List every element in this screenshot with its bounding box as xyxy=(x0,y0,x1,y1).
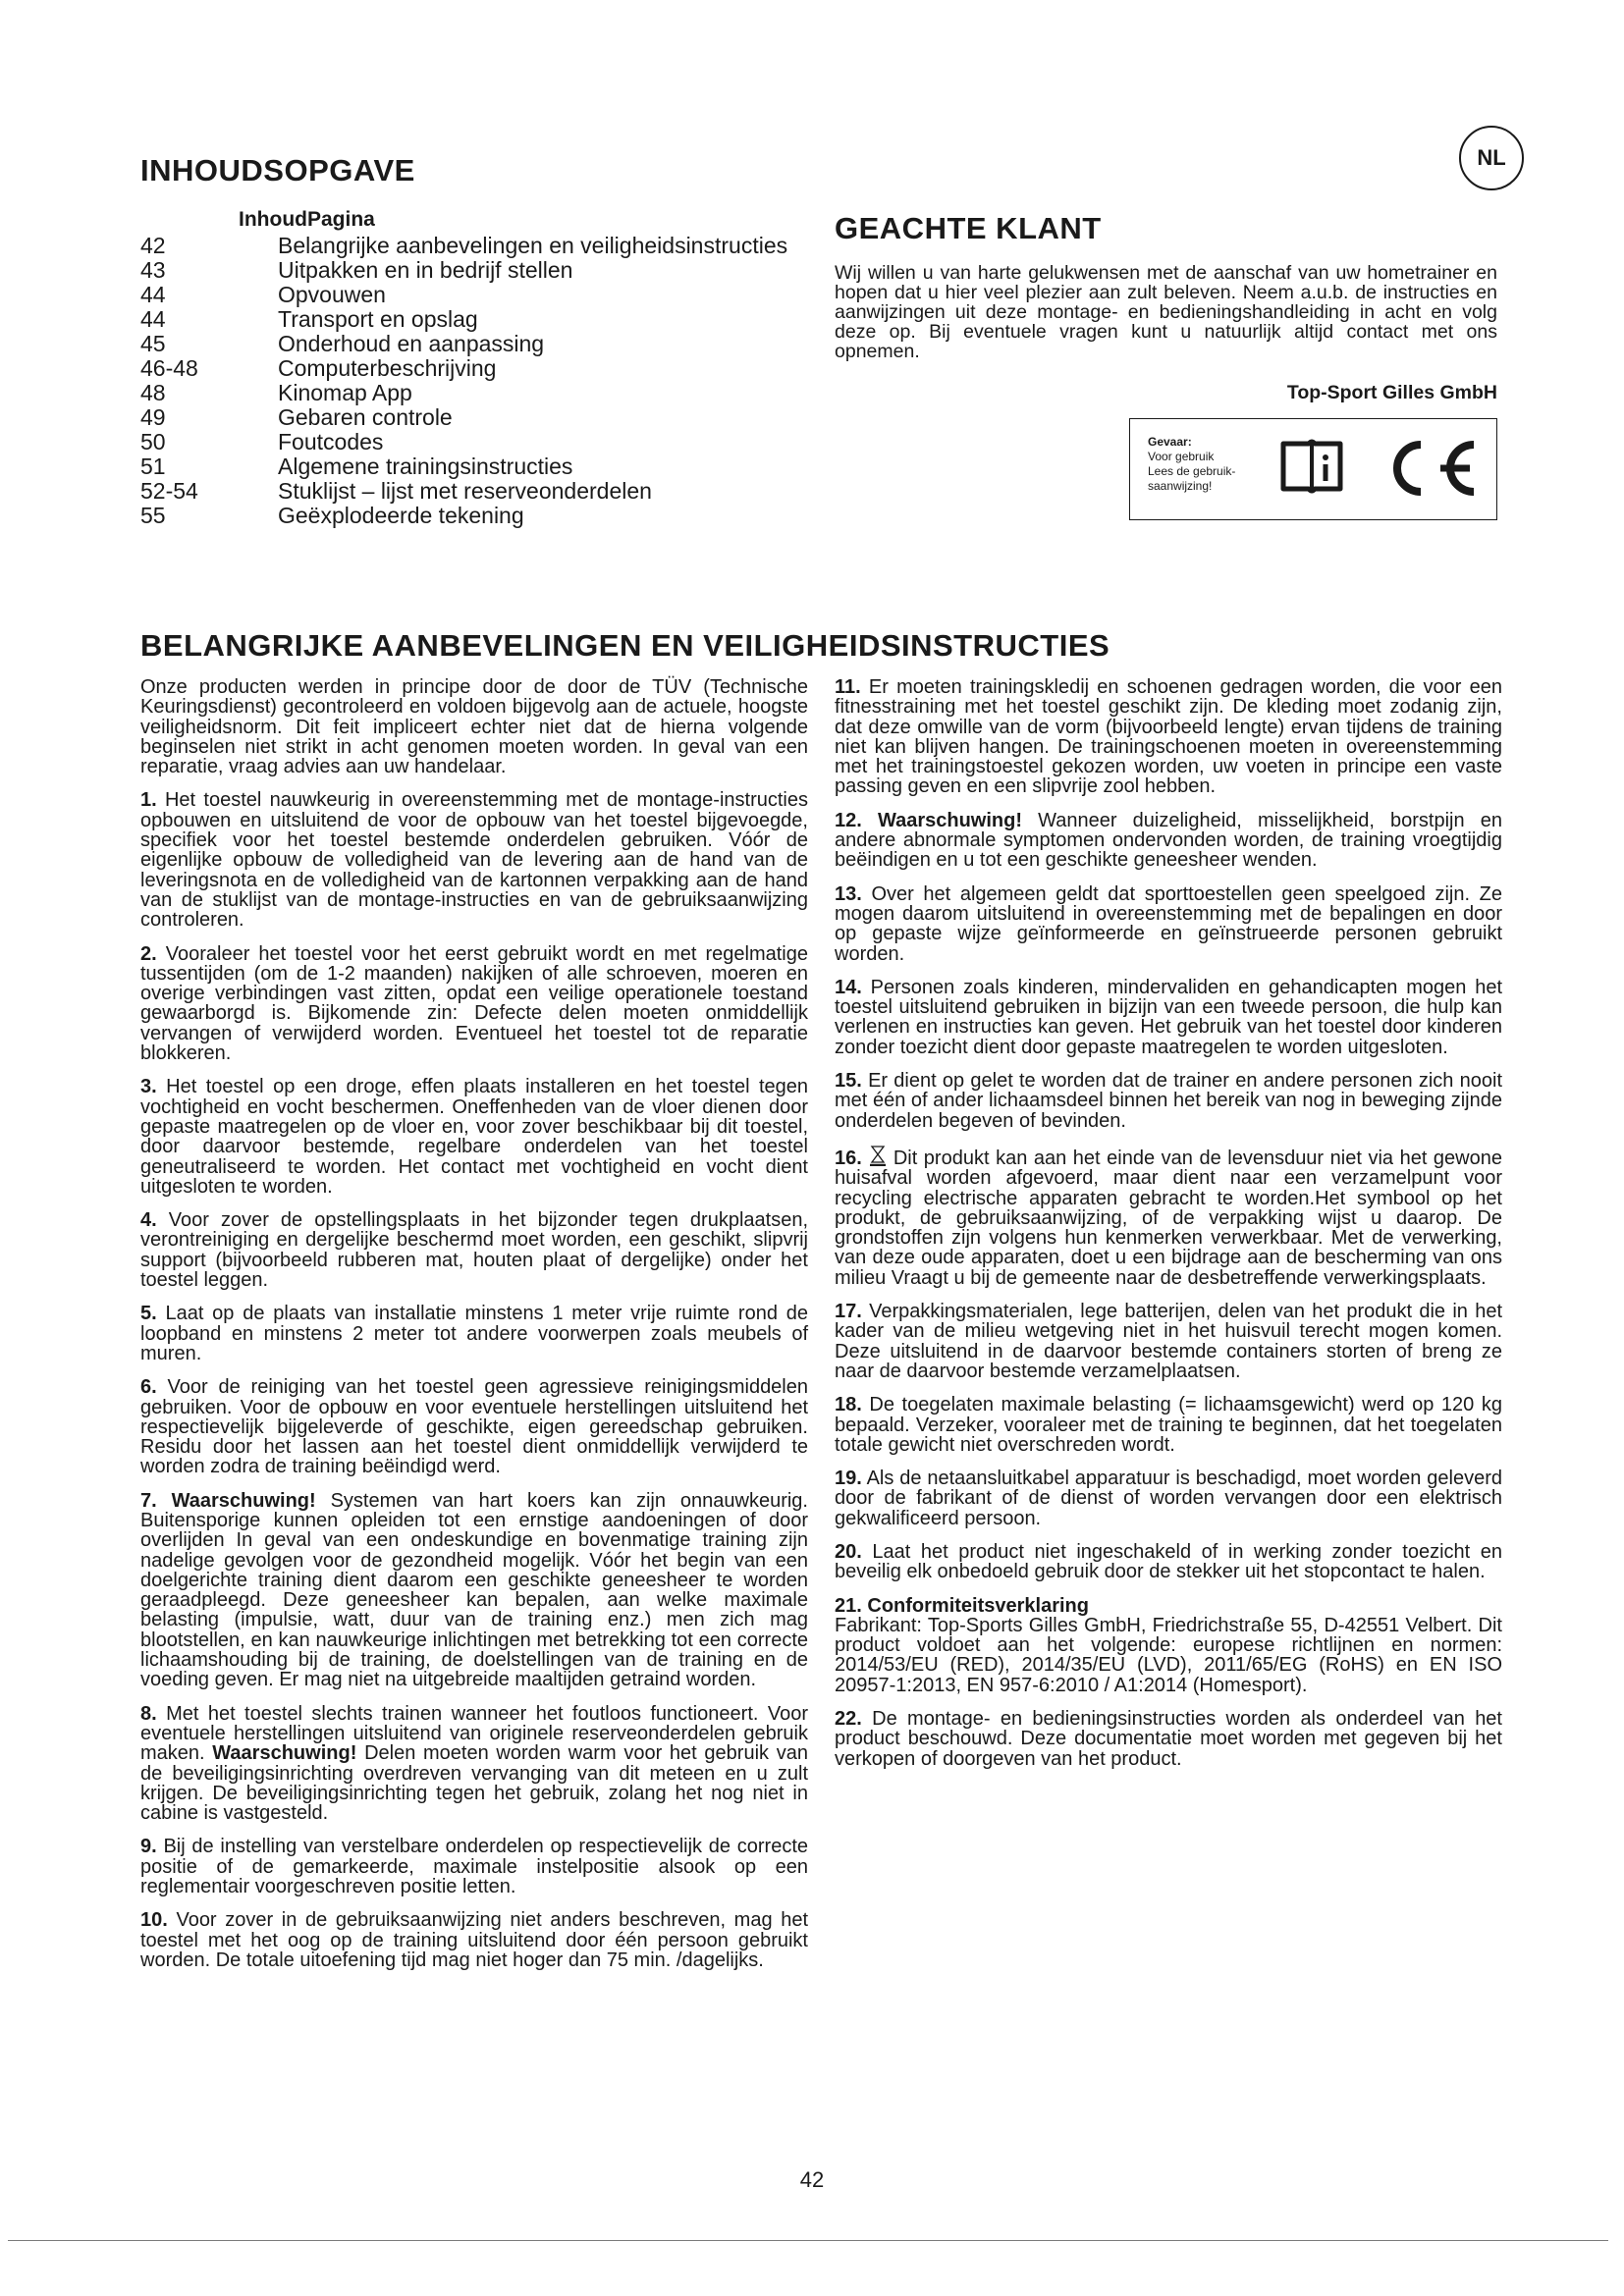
toc-page-number: 52-54 xyxy=(140,478,198,504)
klant-signature: Top-Sport Gilles GmbH xyxy=(1286,382,1497,403)
toc-row xyxy=(140,258,847,283)
table-of-contents xyxy=(140,208,847,528)
toc-rows xyxy=(140,234,847,528)
toc-row xyxy=(140,405,847,430)
instruction-4: 4. Voor zover de opstellingsplaats in het bijzonder tegen drukplaatsen, verontreiniging en dergelijke beschermd moet worden, een geschikt, slipvrij support (bijvoorbeeld rubberen mat, houten plaat of dergelijke) onder het toestel leggen. xyxy=(140,1209,808,1292)
intro-text: Onze producten werden in principe door de door de TÜV (Technische Keuringsdienst) gecontroleerd en voldoen bijgevolg aan de actuele, hoogste veiligheidsnorm. Dit feit impliceert echter niet dat de hierna volgende beginselen niet strikt in acht genomen moeten worden. In geval van een reparatie, vraag advies aan uw handelaar. xyxy=(140,676,808,778)
warning-line-3: saanwijzing! xyxy=(1148,479,1213,493)
toc-page-number: 42 xyxy=(140,233,166,258)
instruction-21-title: Conformiteitsverklaring xyxy=(867,1594,1089,1617)
warning-text xyxy=(1148,435,1235,494)
ce-mark-icon xyxy=(1376,431,1484,506)
toc-title: Kinomap App xyxy=(278,380,412,405)
instruction-10-text: Voor zover in de gebruiksaanwijzing niet anders beschreven, mag het toestel met het oog op de training uitsluitend door één persoon gebruikt worden. De totale uitoefening tijd mag niet hoger dan 75 min. /dagelijks. xyxy=(140,1909,809,1971)
instruction-18: 18. De toegelaten maximale belasting (= lichaamsgewicht) werd op 120 kg bepaald. Verzeker, vooraleer met de training te beginnen, dat het toegelaten totale gewicht niet overschreden wordt. xyxy=(835,1394,1502,1456)
toc-row xyxy=(140,454,847,479)
instruction-12: 12. Waarschuwing! Wanneer duizeligheid, misselijkheid, borstpijn en andere abnormale symptomen ondervonden worden, de training vroegtijdig beëindigen en u tot een geschikte geneesheer wenden. xyxy=(835,809,1502,872)
instruction-11-text: Er moeten trainingskledij en schoenen gedragen worden, die voor een fitnesstraining met het toestel geschikt zijn. De kleding moet zodanig zijn, dat deze omwille van de vorm (bijvoorbeeld lengte) ervan tijdens de training niet kan blijven hangen. De trainingschoenen moeten in overeenstemming met het trainingstoestel gekozen worden, uw voeten in principe een vaste passing geven en een slipvrije zool hebben. xyxy=(835,676,1503,798)
toc-title: Computerbeschrijving xyxy=(278,355,497,381)
instruction-20: 20. Laat het product niet ingeschakeld of in werking zonder toezicht en beveilig elk onbedoeld gebruik door de stekker uit het stopcontact te halen. xyxy=(835,1540,1503,1583)
instruction-21-text: Fabrikant: Top-Sports Gilles GmbH, Friedrichstraße 55, D-42551 Velbert. Dit product voldoet aan het volgende: europese richtlijnen en normen: 2014/53/EU (RED), 2014/35/EU (LVD), 2011/65/EG (RoHS) en EN ISO 20957-1:2013, EN 957-6:2010 / A1:2014 (Homesport). xyxy=(835,1614,1502,1696)
instruction-6: 6. Voor de reiniging van het toestel geen agressieve reinigingsmiddelen gebruiken. Voor de opbouw en voor eventuele herstellingen uitsluitend het respectievelijk bijgeleverde of geschikte, eigen gereedschap gebruiken. Residu door het lassen aan het toestel dient onmiddellijk verwijderd te worden zodra de training beëindigd werd. xyxy=(140,1376,808,1478)
safety-heading: BELANGRIJKE AANBEVELINGEN EN VEILIGHEIDSINSTRUCTIES xyxy=(140,628,1110,663)
toc-page-number: 44 xyxy=(140,282,166,307)
instruction-15: 15. Er dient op gelet te worden dat de trainer en andere personen zich nooit met één of ander lichaamsdeel binnen het bereik van nog in beweging zijnde onderdelen begeven of bevinden. xyxy=(835,1070,1503,1132)
instruction-22: 22. De montage- en bedieningsinstructies worden als onderdeel van het product beschouwd. Deze documentatie moet worden met gegeven bij het verkopen of doorgeven van het product. xyxy=(835,1708,1502,1770)
warning-line-2: Lees de gebruik- xyxy=(1148,464,1236,478)
page-number: 42 xyxy=(799,2167,825,2192)
instruction-1: 1. Het toestel nauwkeurig in overeenstemming met de montage-instructies opbouwen en uitsluitend de voor de opbouw van het toestel bijgevoegde, specifiek voor het toestel bestemde onderdelen gebruiken. Vóór de eigenlijke opbouw de volledigheid van de levering aan de hand van de leveringsnota en de volledigheid van de kartonnen verpakking aan de hand van de stuklijst van de montage-instructies en van de gebruiksaanwijzing controleren. xyxy=(140,789,808,932)
intro-paragraph xyxy=(140,677,808,776)
toc-column-header: InhoudPagina xyxy=(239,208,375,231)
weee-bin-icon xyxy=(868,1145,888,1166)
toc-row xyxy=(140,430,847,454)
instruction-6-text: Voor de reiniging van het toestel geen agressieve reinigingsmiddelen gebruiken. Voor de opbouw en voor eventuele herstellingen uitsluitend het respectievelijk bijgeleverde of geschikte, eigen gereedschap gebruiken. Residu door het lassen aan het toestel dient onmiddellijk verwijderd te worden zodra de training beëindigd werd. xyxy=(140,1376,808,1478)
warning-box xyxy=(1129,418,1497,520)
klant-text: Wij willen u van harte gelukwensen met de aanschaf van uw hometrainer en hopen dat u hier veel plezier aan zult beleven. Neem a.u.b. de instructies en aanwijzingen uit deze montage- en bedieningshandleiding in acht en volg deze op. Bij eventuele vragen kunt u natuurlijk altijd contact met ons opnemen. xyxy=(835,262,1497,362)
toc-heading: INHOUDSOPGAVE xyxy=(140,153,415,187)
instruction-22-text: De montage- en bedieningsinstructies worden als onderdeel van het product beschouwd. Deze documentatie moet worden met gegeven bij het verkopen of doorgeven van het product. xyxy=(835,1708,1502,1770)
instruction-7-warning: Waarschuwing! xyxy=(171,1489,316,1512)
instruction-21: 21. Conformiteitsverklaring Fabrikant: Top-Sports Gilles GmbH, Friedrichstraße 55, D-42551 Velbert. Dit product voldoet aan het volgende: europese richtlijnen en normen: 2014/53/EU (RED), 2014/35/EU (LVD), 2011/65/EG (RoHS) en EN ISO 20957-1:2013, EN 957-6:2010 / A1:2014 (Homesport). xyxy=(835,1594,1502,1696)
toc-title: Uitpakken en in bedrijf stellen xyxy=(278,257,573,283)
warning-line-1: Voor gebruik xyxy=(1148,450,1215,463)
toc-page-number: 50 xyxy=(140,429,166,454)
toc-title: Foutcodes xyxy=(278,429,384,454)
toc-title: Belangrijke aanbevelingen en veiligheidsinstructies xyxy=(278,233,788,258)
instruction-11: 11. Er moeten trainingskledij en schoenen gedragen worden, die voor een fitnesstraining met het toestel geschikt zijn. De kleding moet zodanig zijn, dat deze omwille van de vorm (bijvoorbeeld lengte) ervan tijdens de training niet kan blijven hangen. De trainingschoenen moeten in overeenstemming met het trainingstoestel gekozen worden, uw voeten in principe een vaste passing geven en een slipvrije zool hebben. xyxy=(835,676,1503,798)
toc-page-number: 45 xyxy=(140,331,166,356)
footer-divider xyxy=(8,2240,1608,2241)
instruction-13-text: Over het algemeen geldt dat sporttoestellen geen speelgoed zijn. Ze mogen daarom uitsluitend in overeenstemming met de bepalingen en door op gepaste wijze geïnformeerde en geïnstrueerde personen gebruikt worden. xyxy=(835,882,1502,965)
instruction-7: 7. Waarschuwing! Systemen van hart koers kan zijn onnauwkeurig. Buitensporige kunnen opleiden tot een ernstige aandoeningen of door overlijden In geval van een ondeskundige en bovenmatige training zijn nadelige gevolgen voor de gezondheid mogelijk. Vóór het begin van een doelgerichte training dient daarom een geschikte geneesheer te worden geraadpleegd. Deze geneesheer kan bepalen, aan welke maximale belasting (impulsie, watt, duur van de training enz.) men zich mag blootstellen, en kan nauwkeurige inlichtingen met betrekking tot een correcte lichaamshouding bij de training, de doelstellingen van de training en de voeding geven. Er mag niet na uitgebreide maaltijden getraind worden. xyxy=(140,1489,808,1691)
instruction-8: 8. Met het toestel slechts trainen wanneer het foutloos functioneert. Voor eventuele herstellingen uitsluitend van originele reserveonderdelen gebruik maken. Waarschuwing! Delen moeten worden warm voor het gebruik van de beveiligingsinrichting overdreven vervanging van dit meteen en u zult krijgen. De beveiligingsinrichting tegen het gebruik, zolang het nog niet in cabine is vastgesteld. xyxy=(140,1702,808,1825)
toc-row xyxy=(140,381,847,405)
toc-page-number: 51 xyxy=(140,454,166,479)
instruction-10: 10. Voor zover in de gebruiksaanwijzing niet anders beschreven, mag het toestel met het oog op de training uitsluitend door één persoon gebruikt worden. De totale uitoefening tijd mag niet hoger dan 75 min. /dagelijks. xyxy=(140,1909,809,1971)
left-column xyxy=(140,677,808,1984)
instruction-8-text-b: Delen moeten worden warm voor het gebruik van de beveiligingsinrichting overdreven vervanging van dit meteen en u zult krijgen. De beveiligingsinrichting tegen het gebruik, zolang het nog niet in cabine is vastgesteld. xyxy=(140,1742,808,1825)
instruction-14: 14. Personen zoals kinderen, mindervaliden en gehandicapten mogen het toestel uitsluitend gebruiken in bijzijn van een tweede persoon, die hulp kan verlenen en instructies kan geven. Het gebruik van het toestel door kinderen zonder toezicht dient door gepaste maatregelen te worden uitgesloten. xyxy=(835,976,1503,1058)
toc-page-number: 46-48 xyxy=(140,355,198,381)
instruction-3: 3. Het toestel op een droge, effen plaats installeren en het toestel tegen vochtigheid en vocht beschermen. Oneffenheden van de vloer dienen door gepaste maatregelen op de vloer en, voor zover beschikbaar bij dit toestel, door daarvoor bestemde, regelbare onderdelen van het toestel geneutraliseerd te worden. Het contact met vochtigheid en vocht dient uitgesloten te worden. xyxy=(140,1076,809,1198)
toc-title: Onderhoud en aanpassing xyxy=(278,331,545,356)
toc-row xyxy=(140,283,847,307)
toc-title: Algemene trainingsinstructies xyxy=(278,454,573,479)
toc-page-number: 48 xyxy=(140,380,166,405)
instruction-20-text: Laat het product niet ingeschakeld of in werking zonder toezicht en beveilig elk onbedoeld gebruik door de stekker uit het stopcontact te halen. xyxy=(835,1540,1503,1583)
instruction-5: 5. Laat op de plaats van installatie minstens 1 meter vrije ruimte rond de loopband en minstens 2 meter tot andere voorwerpen zoals meubels of muren. xyxy=(140,1303,808,1364)
instruction-1-text: Het toestel nauwkeurig in overeenstemming met de montage-instructies opbouwen en uitsluitend de voor de opbouw van het toestel bijgevoegde, specifiek voor het toestel bestemde onderdelen gebruiken. Vóór de eigenlijke opbouw de volledigheid van de levering aan de hand van de leveringsnota en de volledigheid van de kartonnen verpakking aan de hand van de stuklijst van de montage-instructies en van de gebruiksaanwijzing controleren. xyxy=(140,789,808,932)
instruction-5-text: Laat op de plaats van installatie minstens 1 meter vrije ruimte rond de loopband en minstens 2 meter tot andere voorwerpen zoals meubels of muren. xyxy=(140,1303,808,1364)
toc-page-number: 55 xyxy=(140,503,166,528)
toc-page-number: 49 xyxy=(140,404,166,430)
instruction-15-text: Er dient op gelet te worden dat de trainer en andere personen zich nooit met één of ander lichaamsdeel binnen het bereik van nog in beweging zijnde onderdelen begeven of bevinden. xyxy=(835,1070,1503,1132)
instruction-9: 9. Bij de instelling van verstelbare onderdelen op respectievelijk de correcte positie of de gemarkeerde, maximale instelpositie alsook op een reglementair voorgeschreven positie letten. xyxy=(140,1836,809,1898)
manual-book-icon xyxy=(1279,436,1344,495)
instruction-16-text: Dit produkt kan aan het einde van de levensduur niet via het gewone huisafval worden afgevoerd, maar dient naar een verzamelpunt voor recycling electrische apparaten gebracht te worden.Het symbool op het produkt, de gebruiksaanwijzing, of de verpakking wijst u daarop. De grondstoffen zijn volgens hun kenmerken verwerkbaar. Met de verwerking, van deze oude apparaten, doet u een bijdrage aan de bescherming van ons milieu Vraagt u bij de gemeente naar de desbetreffende verwerkingsplaats. xyxy=(835,1147,1502,1289)
right-column xyxy=(835,677,1502,1783)
instruction-19-text: Als de netaansluitkabel apparatuur is beschadigd, moet worden geleverd door de fabrikant of de dienst of worden vervangen door een elektrisch gekwalificeerd persoon. xyxy=(835,1468,1503,1529)
toc-title: Stuklijst – lijst met reserveonderdelen xyxy=(278,478,652,504)
instruction-8-text-a: Met het toestel slechts trainen wanneer het foutloos functioneert. Voor eventuele herstellingen uitsluitend van originele reserveonderdelen gebruik maken. xyxy=(140,1702,808,1765)
toc-title: Geëxplodeerde tekening xyxy=(278,503,524,528)
instruction-16: 16. Dit produkt kan aan het einde van de levensduur niet via het gewone huisafval worden afgevoerd, maar dient naar een verzamelpunt voor recycling electrische apparaten gebracht te worden.Het symbool op het produkt, de gebruiksaanwijzing, of de verpakking wijst u daarop. De grondstoffen zijn volgens hun kenmerken verwerkbaar. Met de verwerking, van deze oude apparaten, doet u een bijdrage aan de bescherming van ons milieu Vraagt u bij de gemeente naar de desbetreffende verwerkingsplaats. xyxy=(835,1145,1502,1288)
instruction-7-text: Systemen van hart koers kan zijn onnauwkeurig. Buitensporige kunnen opleiden tot een ernstige aandoeningen of door overlijden In geval van een ondeskundige en bovenmatige training zijn nadelige gevolgen voor de gezondheid mogelijk. Vóór het begin van een doelgerichte training dient daarom een geschikte geneesheer te worden geraadpleegd. Deze geneesheer kan bepalen, aan welke maximale belasting (impulsie, watt, duur van de training enz.) men zich mag blootstellen, en kan nauwkeurige inlichtingen met betrekking tot een correcte lichaamshouding bij de training, de doelstellingen van de training en de voeding geven. Er mag niet na uitgebreide maaltijden getraind worden. xyxy=(140,1489,808,1691)
instruction-12-warning: Waarschuwing! xyxy=(877,809,1022,831)
toc-row xyxy=(140,479,847,504)
toc-row xyxy=(140,234,847,258)
toc-row xyxy=(140,504,847,528)
instruction-19: 19. Als de netaansluitkabel apparatuur is beschadigd, moet worden geleverd door de fabrikant of de dienst of worden vervangen door een elektrisch gekwalificeerd persoon. xyxy=(835,1468,1503,1529)
instruction-17-text: Verpakkingsmaterialen, lege batterijen, delen van het produkt die in het kader van de milieu wetgeving niet in het huisvuil terecht mogen komen. Deze uitsluitend in de daarvoor bestemde containers storten of breng ze naar de daarvoor bestemde verzamelplaatsen. xyxy=(835,1301,1503,1382)
instruction-18-text: De toegelaten maximale belasting (= lichaamsgewicht) werd op 120 kg bepaald. Verzeker, vooraleer met de training te beginnen, dat het toegelaten totale gewicht niet overschreden wordt. xyxy=(835,1394,1502,1456)
toc-title: Opvouwen xyxy=(278,282,386,307)
instruction-9-text: Bij de instelling van verstelbare onderdelen op respectievelijk de correcte positie of de gemarkeerde, maximale instelpositie alsook op een reglementair voorgeschreven positie letten. xyxy=(140,1836,809,1898)
klant-heading: GEACHTE KLANT xyxy=(835,211,1102,245)
instruction-2-text: Vooraleer het toestel voor het eerst gebruikt wordt en met regelmatige tussentijden (om de 1-2 maanden) nakijken of alle schroeven, moeren en overige verbindingen vast zitten, opdat een veilige operationele toestand gewaarborgd is. Bijkomende zin: Defecte delen moeten onmiddellijk vervangen of verwijderd worden. Eventueel het toestel tot de reparatie blokkeren. xyxy=(140,942,808,1065)
instruction-3-text: Het toestel op een droge, effen plaats installeren en het toestel tegen vochtigheid en vocht beschermen. Oneffenheden van de vloer dienen door gepaste maatregelen op de vloer en, voor zover beschikbaar bij dit toestel, door daarvoor bestemde, regelbare onderdelen van het toestel geneutraliseerd te worden. Het contact met vochtigheid en vocht dient uitgesloten te worden. xyxy=(140,1076,809,1198)
instruction-2: 2. Vooraleer het toestel voor het eerst gebruikt wordt en met regelmatige tussentijden (om de 1-2 maanden) nakijken of alle schroeven, moeren en overige verbindingen vast zitten, opdat een veilige operationele toestand gewaarborgd is. Bijkomende zin: Defecte delen moeten onmiddellijk vervangen of verwijderd worden. Eventueel het toestel tot de reparatie blokkeren. xyxy=(140,942,808,1065)
toc-page-number: 43 xyxy=(140,257,166,283)
warning-title: Gevaar: xyxy=(1148,435,1192,449)
toc-title: Transport en opslag xyxy=(278,306,478,332)
instruction-8-warning: Waarschuwing! xyxy=(212,1742,357,1765)
toc-row xyxy=(140,332,847,356)
toc-page-number: 44 xyxy=(140,306,166,332)
toc-title: Gebaren controle xyxy=(278,404,453,430)
toc-row xyxy=(140,307,847,332)
instruction-17: 17. Verpakkingsmaterialen, lege batterijen, delen van het produkt die in het kader van de milieu wetgeving niet in het huisvuil terecht mogen komen. Deze uitsluitend in de daarvoor bestemde containers storten of breng ze naar de daarvoor bestemde verzamelplaatsen. xyxy=(835,1301,1503,1382)
instruction-14-text: Personen zoals kinderen, mindervaliden en gehandicapten mogen het toestel uitsluitend gebruiken in bijzijn van een tweede persoon, die hulp kan verlenen en instructies kan geven. Het gebruik van het toestel door kinderen zonder toezicht dient door gepaste maatregelen te worden uitgesloten. xyxy=(835,976,1503,1058)
instruction-4-text: Voor zover de opstellingsplaats in het bijzonder tegen drukplaatsen, verontreiniging en dergelijke beschermd moet worden, een geschikt, slipvrij support (bijvoorbeeld rubberen mat, houten plaat of dergelijke) onder het toestel leggen. xyxy=(140,1209,808,1292)
language-badge: NL xyxy=(1459,126,1524,190)
instruction-13: 13. Over het algemeen geldt dat sporttoestellen geen speelgoed zijn. Ze mogen daarom uitsluitend in overeenstemming met de bepalingen en door op gepaste wijze geïnformeerde en geïnstrueerde personen gebruikt worden. xyxy=(835,882,1502,965)
toc-row xyxy=(140,356,847,381)
instruction-12-text: Wanneer duizeligheid, misselijkheid, borstpijn en andere abnormale symptomen ondervonden worden, de training vroegtijdig beëindigen en u tot een geschikte geneesheer wenden. xyxy=(835,809,1502,872)
